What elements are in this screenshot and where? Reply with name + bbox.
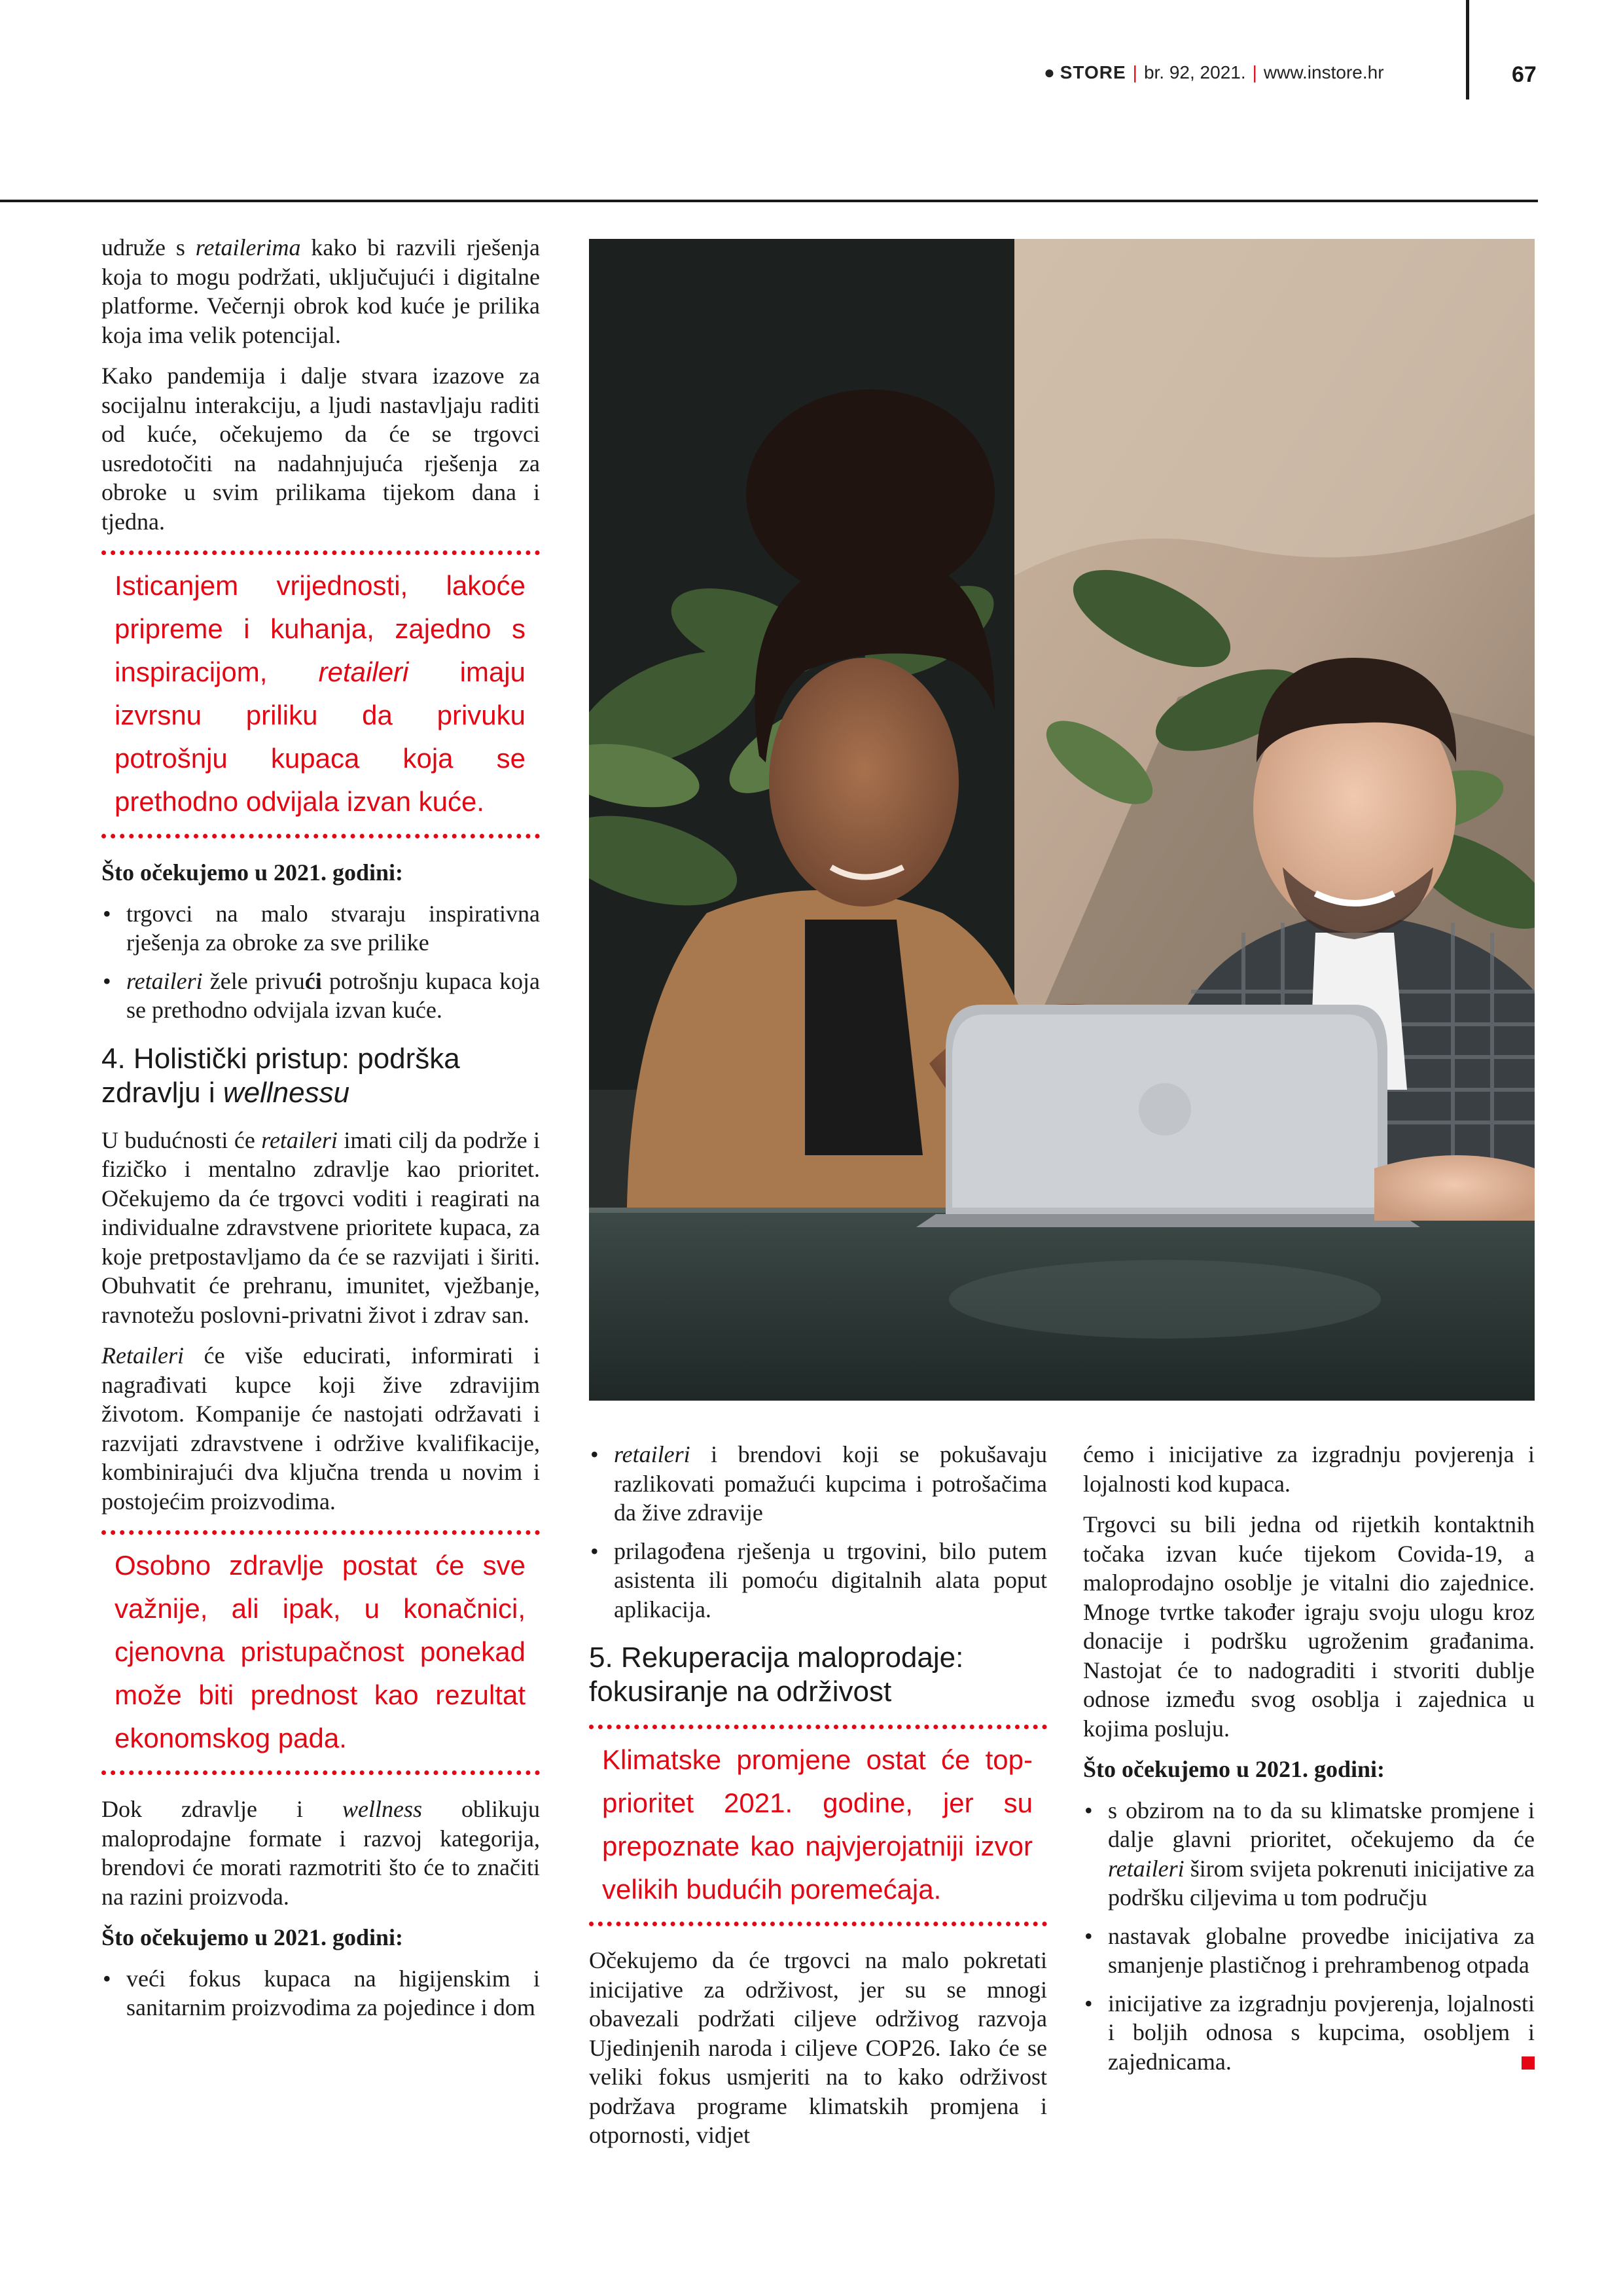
paragraph: Kako pandemija i dalje stvara izazove za socijalnu interakciju, a ljudi nastavljaju raditi od kuće, očekujemo da će se trgovci usredotočiti na nadahnjujuća rješenja za obroke u svim prilikama tijekom dana i tjedna.	[101, 363, 540, 535]
bullet-list	[101, 899, 540, 1025]
end-of-article-icon	[1522, 2056, 1535, 2070]
list-item: • retaileri žele privući potrošnju kupaca koja se prethodno odvijala izvan kuće.	[101, 967, 540, 1025]
bullet-list	[101, 1964, 540, 2022]
bullet-list	[589, 1440, 1047, 1624]
list-item: • trgovci na malo stvaraju inspirativna rješenja za obroke za sve prilike	[101, 899, 540, 958]
header-rule	[0, 200, 1538, 202]
list-item: • inicijative za izgradnju povjerenja, lojalnosti i boljih odnosa s kupcima, osobljem i zajednicama.	[1083, 1989, 1535, 2077]
issue-number: br. 92, 2021.	[1143, 62, 1246, 82]
paragraph: U budućnosti će retaileri imati cilj da podrže i fizičko i mentalno zdravlje kao prioritet. Očekujemo da će trgovci voditi i reagirati na individualne zdravstvene prioritete kupaca, za koje pretpostavljamo da će se razvijati i širiti. Obuhvatit će prehranu, imunitet, vježbanje, ravnotežu poslovni-privatni život i zdrav san.	[101, 1126, 540, 1328]
page-header: ● STORE | br. 92, 2021. | www.instore.hr	[1044, 62, 1384, 82]
store-logo: ● STORE	[1044, 62, 1126, 82]
list-item: • prilagođena rješenja u trgovini, bilo putem asistenta ili pomoću digitalnih alata poput aplikacija.	[589, 1537, 1047, 1624]
column-1	[101, 233, 540, 2036]
page-number: 67	[1512, 62, 1537, 87]
paragraph: Trgovci su bili jedna od rijetkih kontaktnih točaka izvan kuće tijekom Covida-19, a maloprodajno osoblje je vitalni dio zajednice. Mnoge tvrtke također igraju svoju ulogu kroz donacije i podršku ugroženim građanima. Nastojat će to nadograditi i stvoriti dublje odnose između svog osoblja i zajednica u kojima posluju.	[1083, 1511, 1535, 1742]
photo-two-people-laptop	[589, 239, 1535, 1401]
subheading: Što očekujemo u 2021. godini:	[101, 1924, 404, 1950]
paragraph: Retaileri će više educirati, informirati i nagrađivati kupce koji žive zdravijim životom. Kompanije će nastojati održavati i razvijati zdravstvene i održive kvalifikacije, kombinirajući dva ključna trenda u novim i postojećim proizvodima.	[101, 1342, 540, 1515]
section-heading-4: 4. Holistički pristup: podrška zdravlju i wellnessu	[101, 1042, 460, 1109]
paragraph: Očekujemo da će trgovci na malo pokretati inicijative za održivost, jer su se mnogi obavezali podržati ciljeve održivog razvoja Ujedinjenih naroda i ciljeve COP26. Iako će se veliki fokus usmjeriti na to kako održivost podržava programe klimatskih promjena i otpornosti, vidjet	[589, 1947, 1047, 2148]
pull-quote: Klimatske promjene ostat će top-prioritet 2021. godine, jer su prepoznate kao najvjerojatniji izvor velikih budućih poremećaja.	[589, 1725, 1047, 1926]
subheading: Što očekujemo u 2021. godini:	[1083, 1756, 1385, 1782]
column-2	[589, 1440, 1047, 2162]
pull-quote: Osobno zdravlje postat će sve važnije, ali ipak, u konačnici, cjenovna pristupačnost ponekad može biti prednost kao rezultat ekonomskog pada.	[101, 1530, 540, 1775]
list-item: • veći fokus kupaca na higijenskim i sanitarnim proizvodima za pojedince i dom	[101, 1964, 540, 2022]
bullet-list	[1083, 1796, 1535, 2077]
website-link[interactable]: www.instore.hr	[1263, 62, 1384, 82]
list-item: • s obzirom na to da su klimatske promjene i dalje glavni prioritet, očekujemo da će retaileri širom svijeta pokrenuti inicijative za podršku ciljevima u tom području	[1083, 1796, 1535, 1912]
header-divider	[1466, 0, 1469, 99]
list-item: • retaileri i brendovi koji se pokušavaju razlikovati pomažući kupcima i potrošačima da žive zdravije	[589, 1440, 1047, 1528]
list-item: • nastavak globalne provedbe inicijativa za smanjenje plastičnog i prehrambenog otpada	[1083, 1922, 1535, 1980]
paragraph: ćemo i inicijative za izgradnju povjerenja i lojalnosti kod kupaca.	[1083, 1441, 1535, 1497]
column-3	[1083, 1440, 1535, 2089]
subheading: Što očekujemo u 2021. godini:	[101, 859, 404, 886]
pull-quote: Isticanjem vrijednosti, lakoće pripreme i kuhanja, zajedno s inspiracijom, retaileri imaju izvrsnu priliku da privuku potrošnju kupaca koja se prethodno odvijala izvan kuće.	[101, 550, 540, 838]
paragraph: Dok zdravlje i wellness oblikuju maloprodajne formate i razvoj kategorija, brendovi će morati razmotriti što će to značiti na razini proizvoda.	[101, 1796, 540, 1910]
section-heading-5: 5. Rekuperacija maloprodaje: fokusiranje na održivost	[589, 1641, 964, 1708]
paragraph: udruže s retailerima kako bi razvili rješenja koja to mogu podržati, uključujući i digitalne platforme. Večernji obrok kod kuće je prilika koja ima velik potencijal.	[101, 234, 540, 348]
